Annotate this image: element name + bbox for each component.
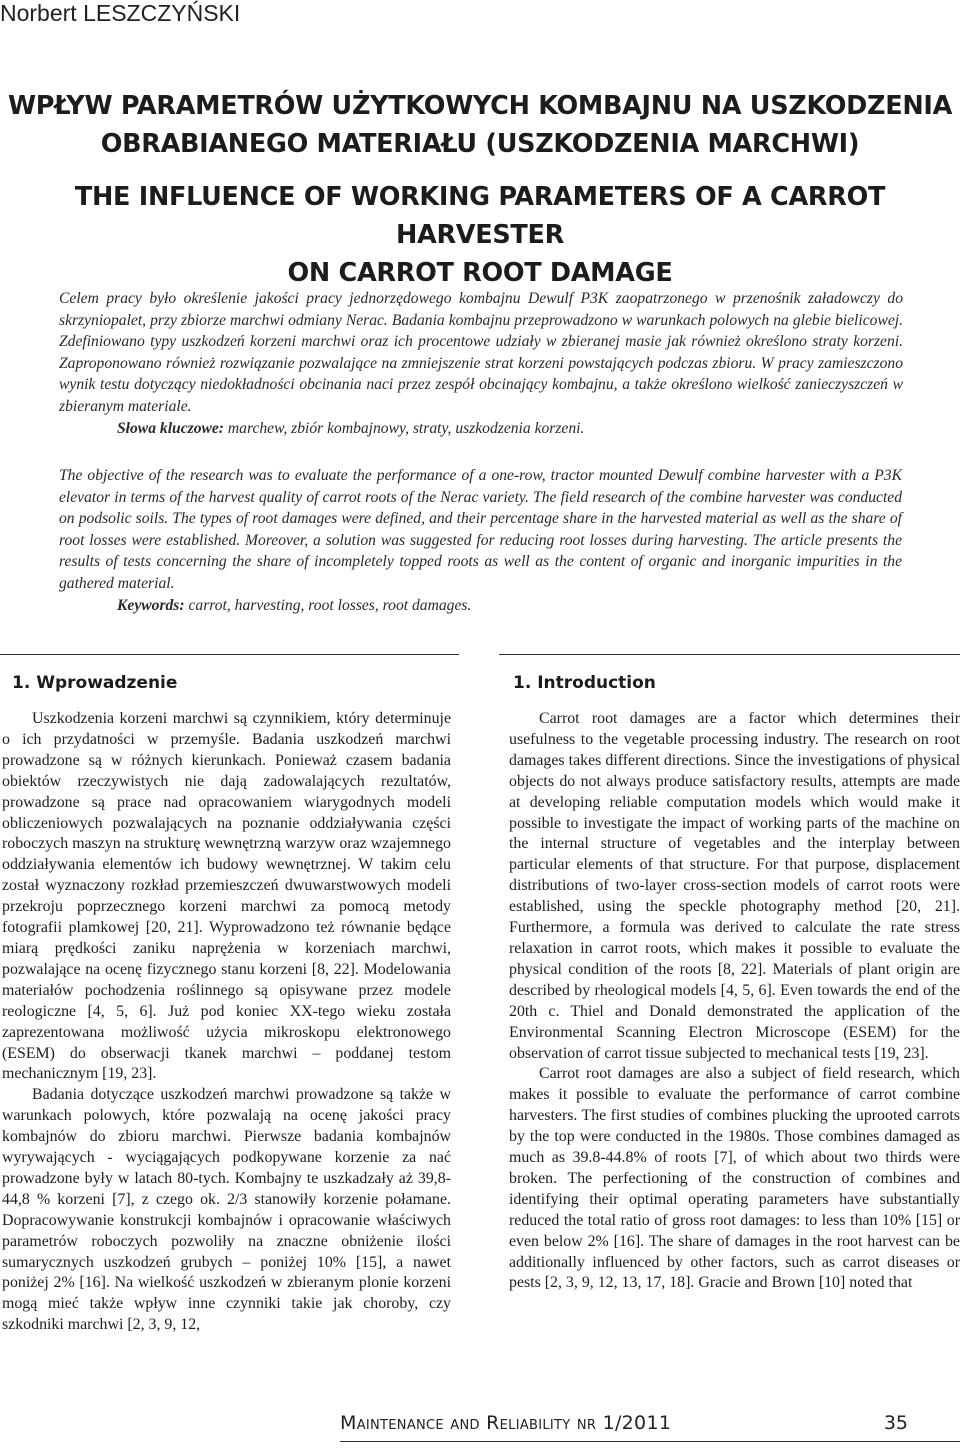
section-heading-polish: 1. Wprowadzenie xyxy=(12,673,178,693)
title-polish xyxy=(0,87,960,163)
title-english xyxy=(0,178,960,292)
column-polish xyxy=(2,709,451,1336)
paragraph: Badania dotyczące uszkodzeń marchwi prowadzone są także w warunkach polowych, które pozwalają na ocenę jakości pracy kombajnów do zbioru marchwi. Pierwsze badania kombajnów wyrywających - wyciągających podkopywane korzenie za nać prowadzone były w latach 80-tych. Kombajny te uszkadzały aż 39,8-44,8 % korzeni [7], z czego ok. 2/3 stanowiły korzenie połamane. Dopracowywanie konstrukcji kombajnów i opracowanie właściwych parametrów roboczych pozwoliły na znaczne obniżenie ilości sumarycznych uszkodzeń grubych – poniżej 10% [15], a nawet poniżej 2% [16]. Na wielkość uszkodzeń w zbieranym plonie korzeni mogą mieć także wpływ inne czynniki takie jak choroby, czy szkodniki marchwi [2, 3, 9, 12, xyxy=(2,1086,451,1334)
abstract-polish xyxy=(59,288,903,439)
divider-left xyxy=(0,654,459,655)
journal-name: Maintenance and Reliability nr 1/2011 xyxy=(340,1412,672,1434)
paragraph: Carrot root damages are a factor which determines their usefulness to the vegetable processing industry. The research on root damages takes different directions. Since the investigations of physical objects do not always produce satisfactory results, attempts are made at developing reliable computation models which would make it possible to investigate the impact of working parts of the machine on the internal structure of vegetables and the interplay between particular elements of that structure. For that purpose, displacement distributions of two-layer cross-section models of carrot roots were established, using the speckle photography method [20, 21]. Furthermore, a formula was derived to calculate the rate stress relaxation in carrot roots, which makes it possible to evaluate the physical condition of the roots [8, 22]. Materials of plant origin are described by rheological models [4, 5, 6]. Even towards the end of the 20th c. Thiel and Donald demonstrated the application of the Environmental Scanning Electron Microscope (ESEM) for the observation of carrot tissue subjected to mechanical tests [19, 23]. xyxy=(509,710,960,1062)
section-heading-english: 1. Introduction xyxy=(513,673,656,693)
divider-right xyxy=(499,654,960,655)
title-line: OBRABIANEGO MATERIAŁU (USZKODZENIA MARCHWI) xyxy=(100,129,860,159)
keywords-text: marchew, zbiór kombajnowy, straty, uszkodzenia korzeni. xyxy=(224,419,585,437)
author-name: Norbert LESZCZYŃSKI xyxy=(0,0,241,26)
keywords-text: carrot, harvesting, root losses, root damages. xyxy=(184,596,472,614)
column-english xyxy=(509,709,960,1294)
page-number: 35 xyxy=(883,1412,908,1434)
keywords-line xyxy=(59,418,903,440)
keywords-label: Słowa kluczowe: xyxy=(117,419,225,437)
paragraph: Uszkodzenia korzeni marchwi są czynnikiem, który determinuje o ich przydatności w przemyśle. Badania uszkodzeń marchwi prowadzone są w różnych kierunkach. Ponieważ czasem badania obiektów rzeczywistych nie dają zadowalających rezultatów, prowadzone są prace nad opracowaniem wiarygodnych modeli obliczeniowych pozwalających na poznanie oddziaływania części roboczych maszyn na strukturę wewnętrzną warzyw oraz wzajemnego oddziaływania elementów ich budowy wewnętrznej. W takim celu został wyznaczony rozkład przemieszczeń dwuwarstwowych modeli przekroju poprzecznego korzeni marchwi za pomocą metody fotografii plamkowej [20, 21]. Wyprowadzono też równanie będące miarą prędkości zaniku naprężenia w korzeniach marchwi, pozwalające na ocenę fizycznego stanu korzeni [8, 22]. Modelowania materiałów pochodzenia roślinnego są opisywane przez modele reologiczne [4, 5, 6]. Już pod koniec XX-tego wieku została zaprezentowana możliwość użycia mikroskopu elektronowego (ESEM) do obserwacji tkanek marchwi – poddanej testom mechanicznym [19, 23]. xyxy=(2,710,451,1083)
title-line: ON CARROT ROOT DAMAGE xyxy=(287,258,673,288)
abstract-text: The objective of the research was to evaluate the performance of a one-row, tractor mounted Dewulf combine harvester with a P3K elevator in terms of the harvest quality of carrot roots of the Nerac variety. The field research of the combine harvester was conducted on podsolic soils. The types of root damages were defined, and their percentage share in the harvested material as well as the share of root losses were established. Moreover, a solution was suggested for reducing root losses during harvesting. The article presents the results of tests concerning the share of incompletely topped roots as well as the content of organic and inorganic impurities in the gathered material. xyxy=(59,467,902,592)
abstract-english xyxy=(59,465,902,616)
title-line: THE INFLUENCE OF WORKING PARAMETERS OF A CARROT HARVESTER xyxy=(74,182,886,250)
keywords-label: Keywords: xyxy=(117,596,185,614)
paragraph: Carrot root damages are also a subject of field research, which makes it possible to evaluate the performance of carrot combine harvesters. The first studies of combines plucking the uprooted carrots by the top were conducted in the 1980s. Those combines damaged as much as 39.8-44.8% of roots [7], of which about two thirds were broken. The perfectioning of the construction of combines and identifying their optimal operating parameters have substantially reduced the total ratio of gross root damages: to less than 10% [15] or even below 2% [16]. The share of damages in the root harvest can be additionally influenced by other factors, such as carrot diseases or pests [2, 3, 9, 12, 13, 17, 18]. Gracie and Brown [10] noted that xyxy=(509,1065,960,1292)
footer-divider xyxy=(340,1441,960,1442)
abstract-text: Celem pracy było określenie jakości pracy jednorzędowego kombajnu Dewulf P3K zaopatrzonego w przenośnik załadowczy do skrzyniopalet, przy zbiorze marchwi odmiany Nerac. Badania kombajnu przeprowadzono w warunkach polowych na glebie bielicowej. Zdefiniowano typy uszkodzeń korzeni marchwi oraz ich procentowe udziały w zbieranej masie jak również określono straty korzeni. Zaproponowano również rozwiązanie pozwalające na zmniejszenie strat korzeni powstających podczas zbioru. W pracy zamieszczono wynik testu dotyczący niedokładności obcinania naci przez zespół obcinający kombajnu, a także określono wielkość zanieczyszczeń w zbieranym materiale. xyxy=(59,290,903,415)
keywords-line xyxy=(59,595,902,617)
title-line: WPŁYW PARAMETRÓW UŻYTKOWYCH KOMBAJNU NA USZKODZENIA xyxy=(7,91,952,121)
